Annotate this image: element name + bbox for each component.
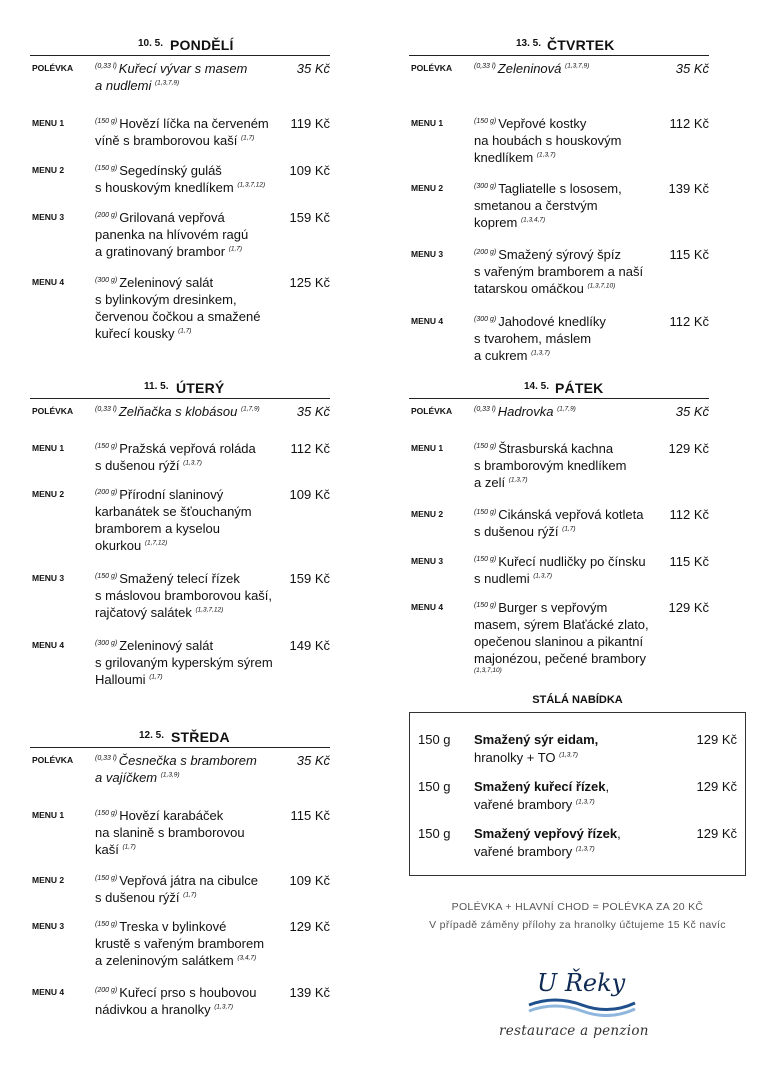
menu-label: MENU 4 [32,640,65,650]
menu-label: MENU 3 [411,556,444,566]
day-date: 13. 5. [516,38,542,49]
menu-desc: $^{(150 g)}$ Cikánská vepřová kotleta s dušenou rýží $^{(1,7)}$ [474,507,644,539]
menu-price: 129 Kč [668,600,709,615]
day-tuesday [30,373,330,687]
standing-weight: 150 g [418,826,451,841]
menu-label: MENU 3 [411,249,444,259]
soup-desc: $^{(0,33 l)}$ Hadrovka $^{(1,7,9)}$ [474,404,576,419]
menu-desc: $^{(200 g)}$ Přírodní slaninový karbanátek se šťouchaným bramborem a kyselou okurkou $^{(1,7,12)}$ [95,487,252,553]
menu-desc: $^{(150 g)}$ Kuřecí nudličky po čínsku s nudlemi $^{(1,3,7)}$ [474,554,646,586]
menu-label: MENU 3 [32,212,65,222]
menu-price: 115 Kč [669,554,709,569]
soup-label: POLÉVKA [411,406,453,416]
menu-desc: $^{(150 g)}$ Štrasburská kachna s bramborovým knedlíkem a zelí $^{(1,3,7)}$ [474,441,627,490]
fries-note: V případě záměny přílohy za hranolky účtujeme 15 Kč navíc [429,919,726,931]
soup-price: 35 Kč [675,61,709,76]
day-header [30,30,330,56]
day-name: ČTVRTEK [547,37,615,53]
menu-label: MENU 4 [411,316,444,326]
menu-price: 129 Kč [289,919,330,934]
menu-price: 139 Kč [668,181,709,196]
soup-desc: $^{(0,33 l)}$ Zeleninová $^{(1,3,7,9)}$ [474,61,590,76]
menu-desc: $^{(300 g)}$ Tagliatelle s lososem, smetanou a čerstvým koprem $^{(1,3,4,7)}$ [474,181,622,230]
standing-desc: Smažený kuřecí řízek, vařené brambory $^{(1,3,7)}$ [474,779,610,812]
menu-desc: $^{(200 g)}$ Smažený sýrový špíz s vařeným bramborem a naší tatarskou omáčkou $^{(1,3,7,10)}$ [474,247,644,296]
menu-price: 139 Kč [289,985,330,1000]
day-header [409,30,709,56]
day-header [30,373,330,399]
soup-price: 35 Kč [296,61,330,76]
menu-price: 129 Kč [668,441,709,456]
soup-price: 35 Kč [296,753,330,768]
menu-price: 112 Kč [290,441,330,456]
menu-price: 109 Kč [289,163,330,178]
menu-label: MENU 2 [32,875,65,885]
menu-desc: $^{(150 g)}$ Treska v bylinkové krustě s vařeným bramborem a zeleninovým salátkem $^{(3,4,7)}$ [95,919,265,968]
soup-desc: $^{(0,33 l)}$ Česnečka s bramborem a vajíčkem $^{(1,3,9)}$ [95,753,257,785]
day-header [30,722,330,748]
menu-desc: $^{(150 g)}$ Vepřové kostky na houbách s houskovým knedlíkem $^{(1,3,7)}$ [474,116,622,165]
standing-weight: 150 g [418,779,451,794]
menu-label: MENU 4 [32,277,65,287]
soup-label: POLÉVKA [32,406,74,416]
menu-label: MENU 1 [411,443,444,453]
menu-desc: $^{(200 g)}$ Grilovaná vepřová panenka na hlívovém ragú a gratinovaný brambor $^{(1,7)}$ [95,210,249,259]
soup-label: POLÉVKA [32,755,74,765]
day-thursday [409,30,709,363]
menu-label: MENU 2 [32,489,65,499]
day-date: 11. 5. [144,381,169,392]
soup-label: POLÉVKA [411,63,453,73]
menu-price: 112 Kč [669,314,709,329]
day-wednesday [30,722,330,1017]
combo-note: POLÉVKA + HLAVNÍ CHOD = POLÉVKA ZA 20 KČ [451,901,704,913]
menu-desc: $^{(300 g)}$ Jahodové knedlíky s tvarohem, máslem a cukrem $^{(1,3,7)}$ [474,314,606,363]
menu-desc: $^{(300 g)}$ Zeleninový salát s grilovaným kyperským sýrem Halloumi $^{(1,7)}$ [95,638,273,687]
menu-label: MENU 1 [32,810,65,820]
menu-desc: $^{(150 g)}$ Segedínský guláš s houskovým knedlíkem $^{(1,3,7,12)}$ [95,163,266,195]
day-date: 14. 5. [524,381,550,392]
menu-label: MENU 2 [411,509,444,519]
menu-price: 119 Kč [290,116,330,131]
soup-label: POLÉVKA [32,63,74,73]
menu-label: MENU 1 [32,118,65,128]
day-name: STŘEDA [171,729,230,745]
day-name: ÚTERÝ [176,380,225,396]
menu-label: MENU 2 [411,183,444,193]
menu-label: MENU 1 [411,118,444,128]
standing-price: 129 Kč [696,779,737,794]
menu-desc: $^{(150 g)}$ Pražská vepřová roláda s dušenou rýží $^{(1,3,7)}$ [95,441,256,473]
standing-offer-title: STÁLÁ NABÍDKA [532,694,623,706]
menu-desc: $^{(150 g)}$ Hovězí líčka na červeném víně s bramborovou kaší $^{(1,7)}$ [95,116,269,148]
menu-label: MENU 3 [32,573,65,583]
soup-price: 35 Kč [296,404,330,419]
soup-desc: $^{(0,33 l)}$ Zelňačka s klobásou $^{(1,7,9)}$ [95,404,260,419]
standing-desc: Smažený sýr eidam, hranolky + TO $^{(1,3,7)}$ [474,732,599,765]
standing-price: 129 Kč [696,826,737,841]
menu-price: 149 Kč [289,638,330,653]
menu-desc: $^{(300 g)}$ Zeleninový salát s bylinkovým dresinkem, červenou čočkou a smažené kuřecí kousky $^{(1,7)}$ [95,275,261,341]
menu-price: 115 Kč [669,247,709,262]
menu-price: 159 Kč [289,571,330,586]
menu-desc: $^{(150 g)}$ Hovězí karabáček na slanině s bramborovou kaší $^{(1,7)}$ [95,808,245,857]
logo-brand: U Řeky [537,969,626,997]
day-header [409,373,709,399]
menu-price: 115 Kč [290,808,330,823]
menu-price: 125 Kč [289,275,330,290]
menu-label: MENU 4 [32,987,65,997]
menu-desc: $^{(150 g)}$ Smažený telecí řízek s máslovou bramborovou kaší, rajčatový salátek $^{(1,3,7,12)}$ [95,571,273,620]
standing-price: 129 Kč [696,732,737,747]
menu-label: MENU 1 [32,443,65,453]
menu-price: 109 Kč [289,873,330,888]
day-date: 12. 5. [139,730,165,741]
menu-price: 112 Kč [669,507,709,522]
menu-desc: $^{(150 g)}$ Vepřová játra na cibulce s dušenou rýží $^{(1,7)}$ [95,873,258,905]
menu-label: MENU 2 [32,165,65,175]
day-date: 10. 5. [138,38,164,49]
menu-price: 112 Kč [669,116,709,131]
standing-desc: Smažený vepřový řízek, vařené brambory $^{(1,3,7)}$ [474,826,621,859]
restaurant-logo [497,965,657,1050]
logo-tagline: restaurace a penzion [499,1023,649,1039]
wave-icon [527,997,637,1017]
menu-desc: $^{(150 g)}$ Burger s vepřovým masem, sýrem Blaťácké zlato, opečenou slaninou a pikantní majonézou, pečené brambory $^{(1,3,7,10)}$ [474,600,649,674]
standing-offer-box [409,712,746,876]
day-name: PONDĚLÍ [170,37,234,53]
soup-price: 35 Kč [675,404,709,419]
soup-desc: $^{(0,33 l)}$ Kuřecí vývar s masem a nudlemi $^{(1,3,7,9)}$ [95,61,248,93]
menu-desc: $^{(200 g)}$ Kuřecí prso s houbovou nádivkou a hranolky $^{(1,3,7)}$ [95,985,257,1017]
standing-weight: 150 g [418,732,451,747]
menu-label: MENU 3 [32,921,65,931]
day-monday [30,30,330,341]
menu-label: MENU 4 [411,602,444,612]
menu-price: 109 Kč [289,487,330,502]
day-name: PÁTEK [555,380,604,396]
day-friday [409,373,709,674]
menu-price: 159 Kč [289,210,330,225]
